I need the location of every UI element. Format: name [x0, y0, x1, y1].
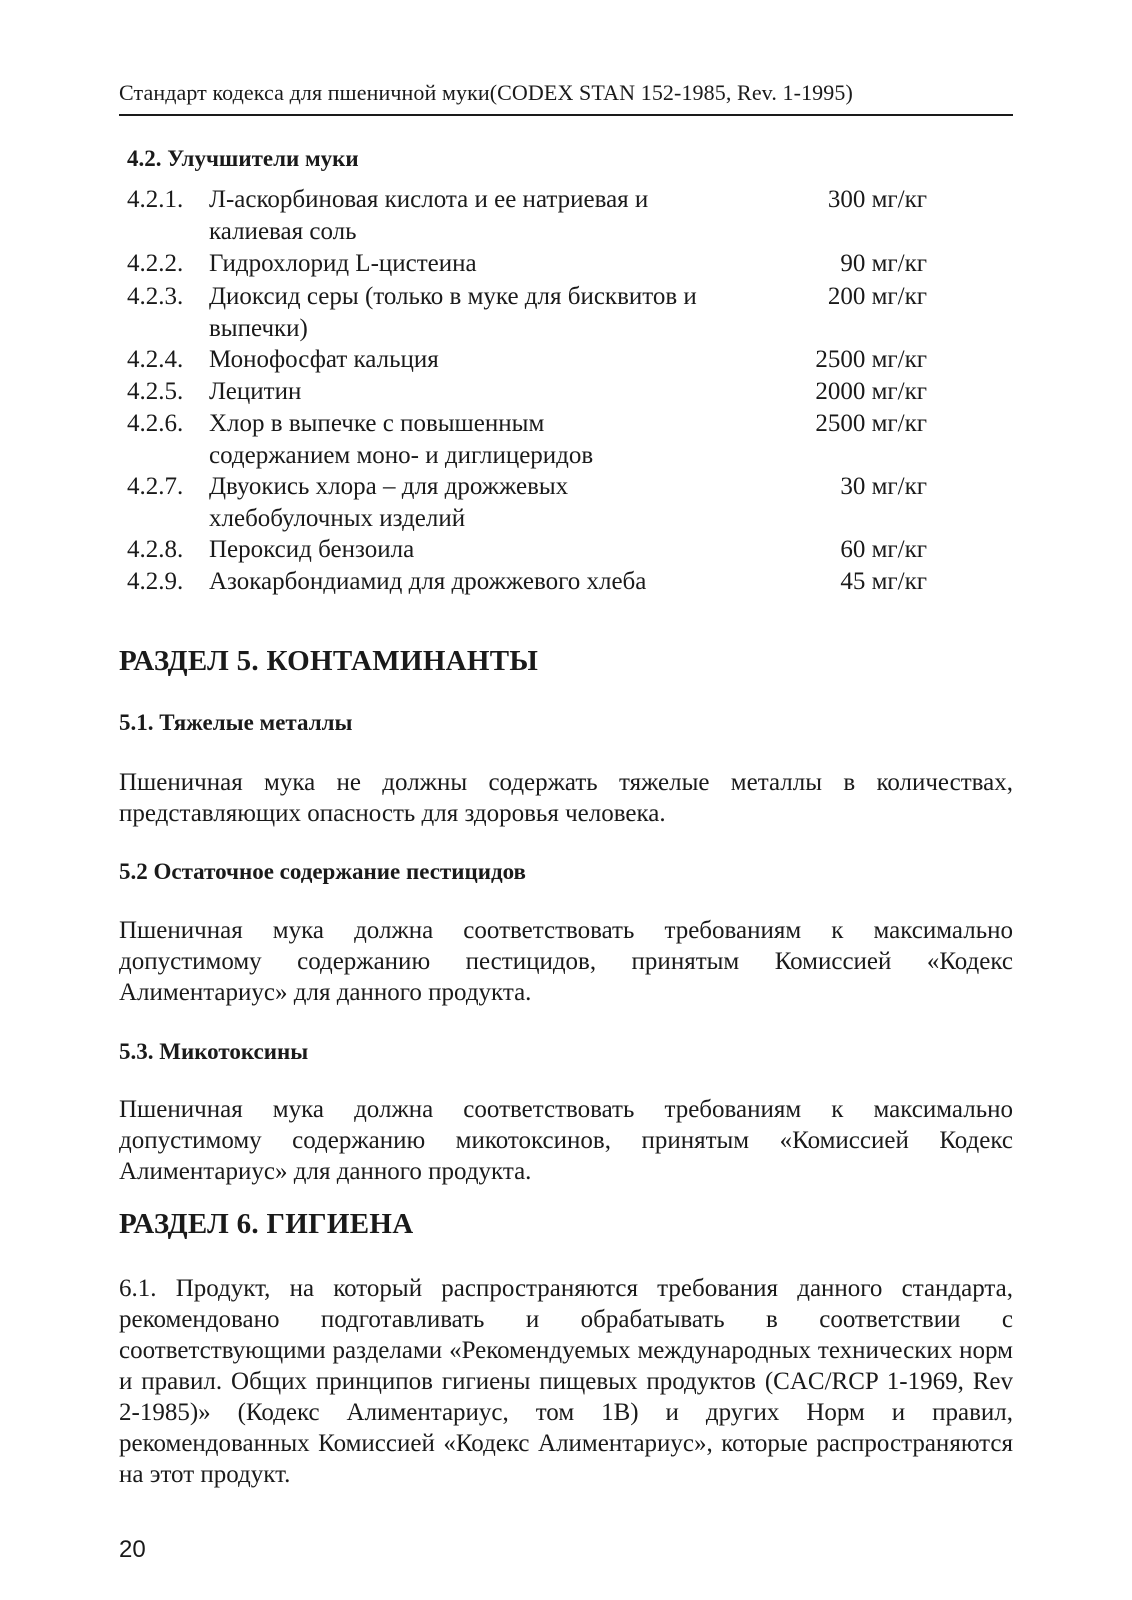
- item-number: 4.2.8.: [127, 536, 184, 563]
- item-text: Монофосфат кальция: [209, 346, 439, 373]
- subsection-heading-4-2: [127, 146, 1021, 172]
- item-amount: 2000 мг/кг: [815, 378, 927, 405]
- improvers-list: [127, 184, 927, 630]
- subsection-heading-5-3: [119, 1039, 1013, 1065]
- item-amount: 45 мг/кг: [840, 568, 927, 595]
- section-6-title: РАЗДЕЛ 6. ГИГИЕНА: [119, 1208, 414, 1240]
- subsection-title: 5.3. Микотоксины: [119, 1039, 309, 1064]
- list-item: [127, 344, 927, 376]
- paragraph-5-1: Пшеничная мука не должны содержать тяжелые металлы в количествах, представляющих опасность для здоровья человека.: [119, 769, 1013, 827]
- list-item: [127, 534, 927, 566]
- section-5-title: РАЗДЕЛ 5. КОНТАМИНАНТЫ: [119, 645, 539, 677]
- item-text: Пероксид бензоила: [209, 536, 415, 563]
- header-rule: [119, 114, 1013, 116]
- item-number: 4.2.4.: [127, 346, 184, 373]
- list-item: [127, 376, 927, 408]
- item-number: 4.2.5.: [127, 378, 184, 405]
- list-item: [127, 184, 927, 248]
- page-number: 20: [119, 1536, 146, 1563]
- paragraph-6-1: 6.1. Продукт, на который распространяются требования данного стандарта, рекомендовано подготавливать и обрабатывать в соответствии с соответствующими разделами «Рекомендуемых международных технических норм и правил. Общих принципов гигиены пищевых продуктов (CAC/RCP 1-1969, Rev 2-1985)» (Кодекс Алиментариус, том 1B) и других Норм и правил, рекомендованных Комиссией «Кодекс Алиментариус», которые распространяются на этот продукт.: [119, 1275, 1013, 1488]
- item-number: 4.2.2.: [127, 250, 184, 277]
- paragraph-5-3: Пшеничная мука должна соответствовать требованиям к максимально допустимому содержанию микотоксинов, принятым «Комиссией Кодекс Алиментариус» для данного продукта.: [119, 1096, 1013, 1185]
- running-head: Стандарт кодекса для пшеничной муки(CODEX STAN 152-1985, Rev. 1-1995): [119, 80, 853, 105]
- item-number: 4.2.3.: [127, 283, 184, 310]
- item-amount: 200 мг/кг: [827, 283, 927, 310]
- item-text: Диоксид серы (только в муке для бисквитов и выпечки): [209, 283, 697, 342]
- list-item: [127, 566, 927, 630]
- item-amount: 2500 мг/кг: [815, 346, 927, 373]
- item-amount: 30 мг/кг: [840, 473, 927, 500]
- item-text: Лецитин: [209, 378, 302, 405]
- subsection-title: 4.2. Улучшители муки: [127, 146, 359, 171]
- paragraph-5-2: Пшеничная мука должна соответствовать требованиям к максимально допустимому содержанию пестицидов, принятым Комиссией «Кодекс Алиментариус» для данного продукта.: [119, 917, 1013, 1006]
- list-item: [127, 408, 927, 471]
- subsection-heading-5-2: [119, 859, 1013, 885]
- item-text: Азокарбондиамид для дрожжевого хлеба: [209, 568, 647, 595]
- subsection-title: 5.1. Тяжелые металлы: [119, 710, 353, 735]
- item-number: 4.2.7.: [127, 473, 184, 500]
- item-text: Хлор в выпечке с повышенным содержанием моно- и диглицеридов: [209, 410, 594, 469]
- item-number: 4.2.6.: [127, 410, 184, 437]
- item-amount: 300 мг/кг: [827, 186, 927, 213]
- item-number: 4.2.1.: [127, 186, 184, 213]
- item-text: Гидрохлорид L-цистеина: [209, 250, 477, 277]
- item-text: Двуокись хлора – для дрожжевых хлебобулочных изделий: [209, 473, 569, 532]
- item-amount: 60 мг/кг: [840, 536, 927, 563]
- item-amount: 2500 мг/кг: [815, 410, 927, 437]
- list-item: [127, 281, 927, 344]
- item-text: Л-аскорбиновая кислота и ее натриевая и калиевая соль: [209, 186, 649, 245]
- list-item: [127, 248, 927, 281]
- subsection-title: 5.2 Остаточное содержание пестицидов: [119, 859, 526, 884]
- item-number: 4.2.9.: [127, 568, 184, 595]
- subsection-heading-5-1: [119, 710, 1013, 736]
- item-amount: 90 мг/кг: [840, 250, 927, 277]
- list-item: [127, 471, 927, 534]
